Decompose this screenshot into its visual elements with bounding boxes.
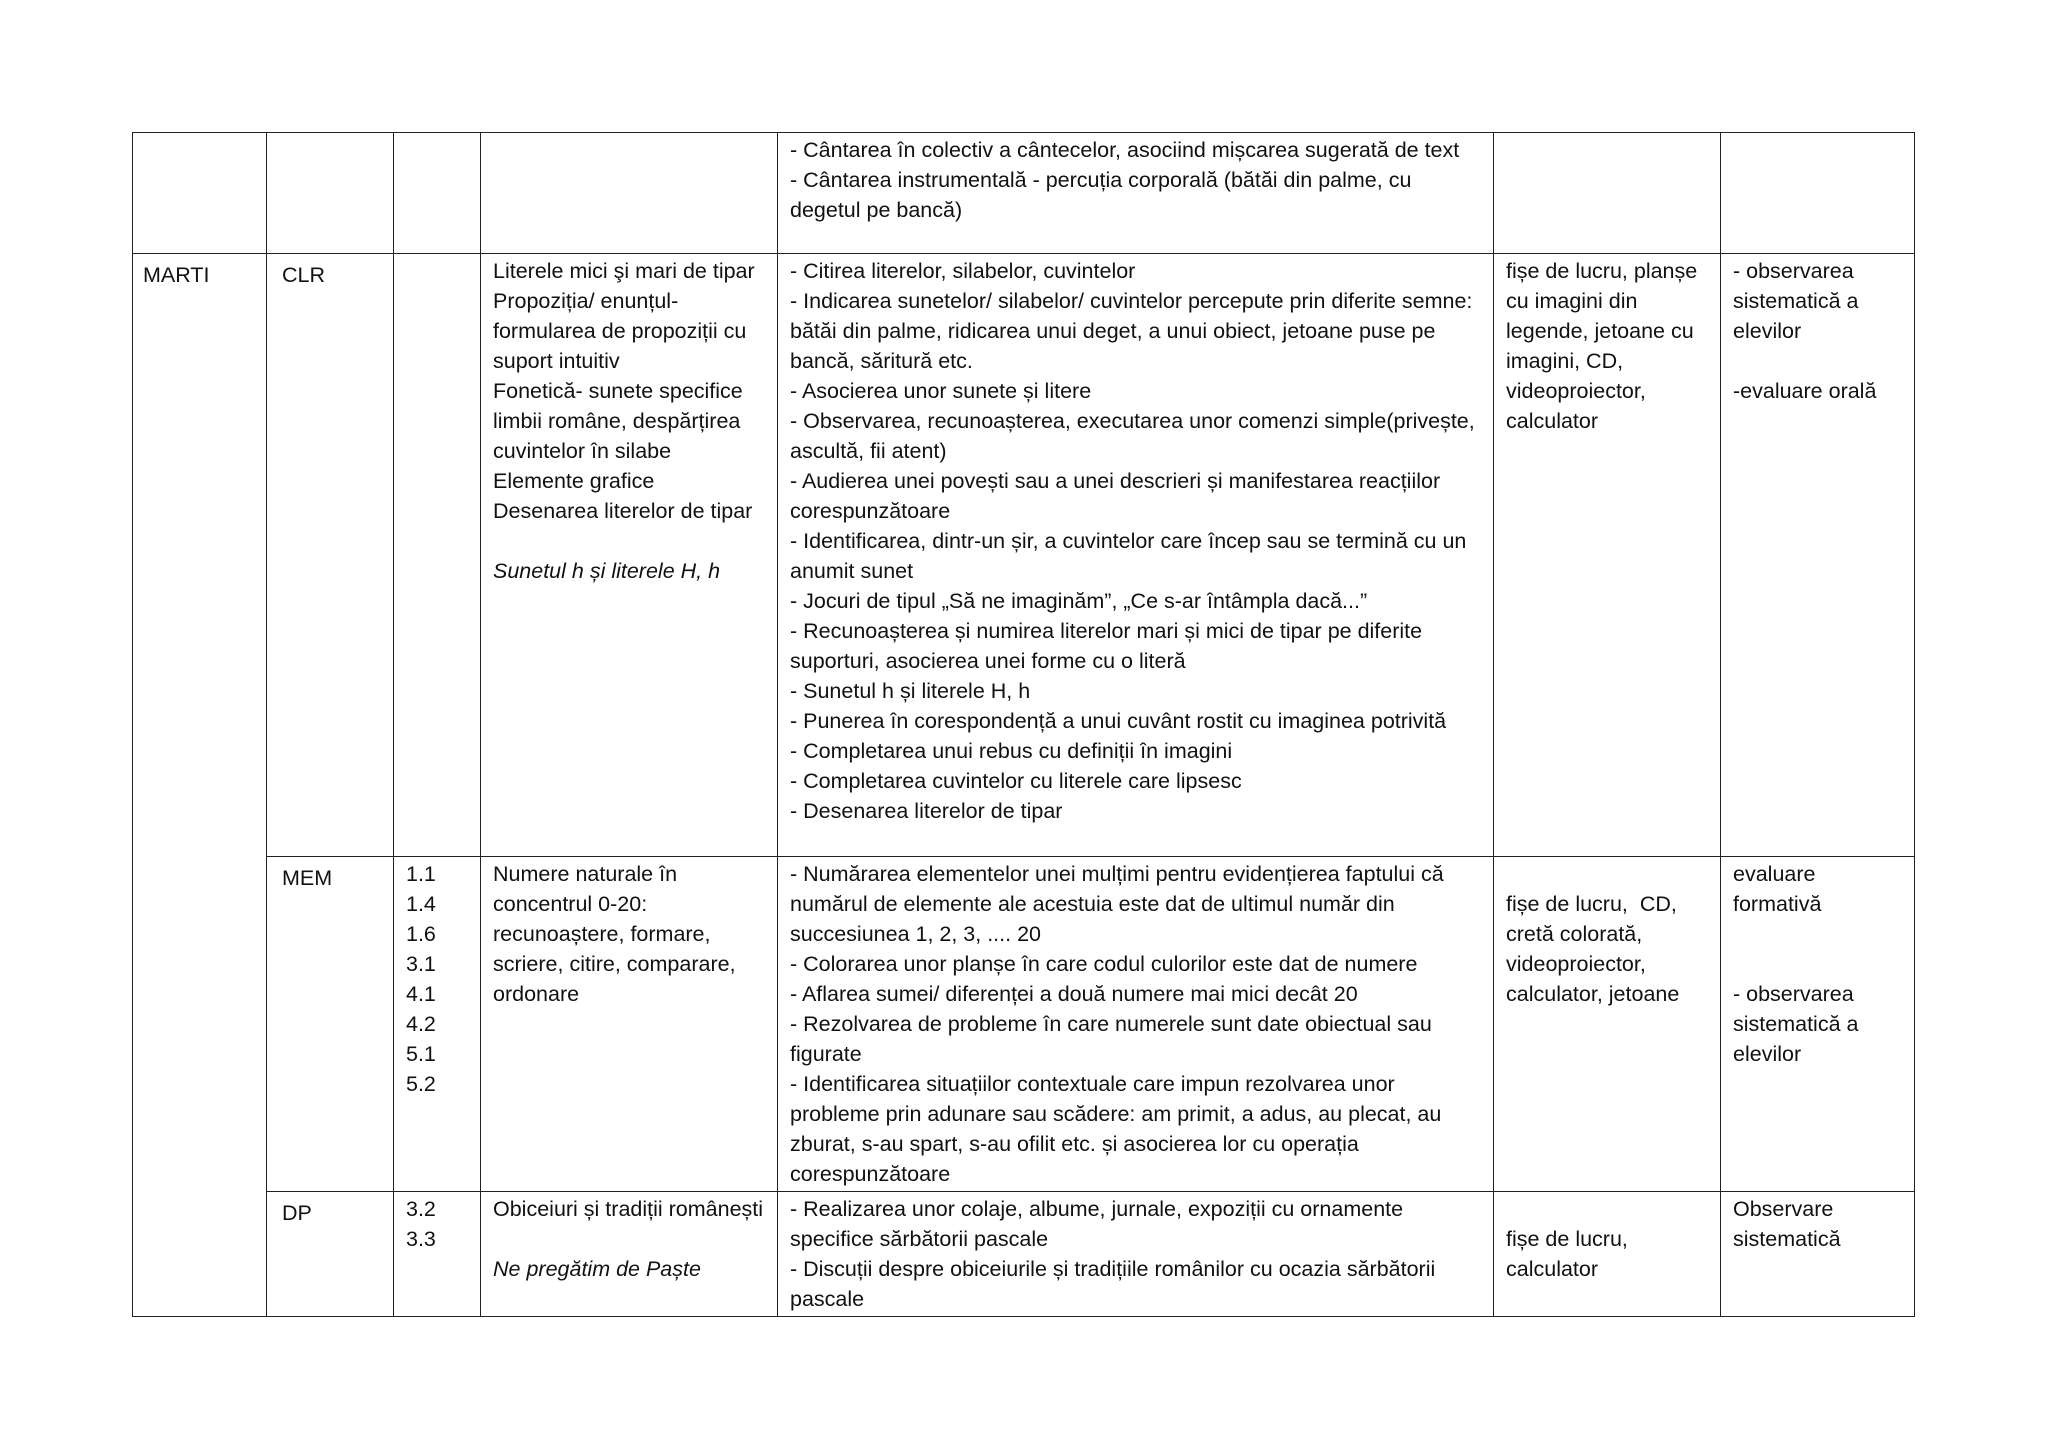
resources-cell <box>1494 254 1721 857</box>
competency-code: 4.2 <box>406 1012 436 1036</box>
evaluation-item: -evaluare orală <box>1733 379 1877 403</box>
activity-item: - Rezolvarea de probleme în care numerele sunt date obiectual sau figurate <box>790 1012 1438 1066</box>
content-cell <box>481 133 778 254</box>
table-row <box>133 1192 1915 1317</box>
competency-code: 5.2 <box>406 1072 436 1096</box>
subject-label: DP <box>282 1201 312 1225</box>
content-item: Numere naturale în concentrul 0-20: recunoaștere, formare, scriere, citire, comparare, ordonare <box>493 862 742 1006</box>
resources-text: fișe de lucru, calculator <box>1506 1227 1634 1281</box>
activity-item: - Colorarea unor planșe în care codul culorilor este dat de numere <box>790 952 1418 976</box>
table-row <box>133 133 1915 254</box>
subject-cell <box>267 857 394 1192</box>
activity-item: - Citirea literelor, silabelor, cuvintelor <box>790 259 1136 283</box>
evaluation-cell <box>1721 857 1915 1192</box>
activity-item: - Jocuri de tipul „Să ne imaginăm”, „Ce s-ar întâmpla dacă...” <box>790 589 1368 613</box>
activity-item: - Discuții despre obiceiurile și tradițiile românilor cu ocazia sărbătorii pascale <box>790 1257 1442 1311</box>
activity-item: - Sunetul h și literele H, h <box>790 679 1031 703</box>
day-cell <box>133 254 267 1317</box>
content-cell <box>481 254 778 857</box>
activity-item: - Asocierea unor sunete și litere <box>790 379 1092 403</box>
activity-item: - Identificarea situațiilor contextuale care impun rezolvarea unor probleme prin adunare sau scădere: am primit, a adus, au plecat, au zburat, s-au spart, s-au ofilit etc. și asocierea lor cu operația corespunzătoare <box>790 1072 1448 1186</box>
activity-item: - Identificarea, dintr-un șir, a cuvintelor care încep sau se termină cu un anumit sunet <box>790 529 1473 583</box>
evaluation-cell <box>1721 133 1915 254</box>
competency-code: 1.4 <box>406 892 436 916</box>
day-label: MARTI <box>143 263 210 287</box>
content-cell <box>481 857 778 1192</box>
activity-item: - Recunoașterea și numirea literelor mari și mici de tipar pe diferite suporturi, asocierea unei forme cu o literă <box>790 619 1429 673</box>
resources-text: fișe de lucru, planșe cu imagini din legende, jetoane cu imagini, CD, videoproiector, calculator <box>1506 259 1704 433</box>
evaluation-cell <box>1721 1192 1915 1317</box>
competency-code: 5.1 <box>406 1042 436 1066</box>
competency-code: 3.3 <box>406 1227 436 1251</box>
activity-item: - Numărarea elementelor unei mulțimi pentru evidențierea faptului că numărul de elemente ale acestuia este dat de ultimul număr din succesiunea 1, 2, 3, .... 20 <box>790 862 1450 946</box>
lesson-plan-table <box>132 132 1915 1317</box>
activity-item: - Completarea cuvintelor cu literele care lipsesc <box>790 769 1242 793</box>
resources-cell <box>1494 857 1721 1192</box>
resources-text: fișe de lucru, CD, cretă colorată, videoproiector, calculator, jetoane <box>1506 892 1683 1006</box>
table-row <box>133 254 1915 857</box>
activity-item: - Indicarea sunetelor/ silabelor/ cuvintelor percepute prin diferite semne: bătăi din palme, ridicarea unui deget, a unui obiect, jetoane puse pe bancă, săritură etc. <box>790 289 1479 373</box>
activity-item: - Punerea în corespondență a unui cuvânt rostit cu imaginea potrivită <box>790 709 1447 733</box>
activities-cell <box>778 857 1494 1192</box>
competency-code: 3.1 <box>406 952 436 976</box>
activity-item: - Aflarea sumei/ diferenței a două numere mai mici decât 20 <box>790 982 1358 1006</box>
activities-cell <box>778 1192 1494 1317</box>
competencies-cell <box>394 857 481 1192</box>
activity-item: - Observarea, recunoașterea, executarea unor comenzi simple(privește, ascultă, fii atent) <box>790 409 1481 463</box>
activity-item: - Completarea unui rebus cu definiții în imagini <box>790 739 1233 763</box>
content-item: Desenarea literelor de tipar <box>493 499 753 523</box>
table-row <box>133 857 1915 1192</box>
resources-cell <box>1494 1192 1721 1317</box>
evaluation-item: evaluare formativă <box>1733 862 1822 916</box>
subject-cell <box>267 254 394 857</box>
competencies-cell <box>394 254 481 857</box>
subject-label: CLR <box>282 263 326 287</box>
activity-item: - Cântarea în colectiv a cântecelor, asociind mișcarea sugerată de text <box>790 138 1460 162</box>
activities-cell <box>778 133 1494 254</box>
resources-cell <box>1494 133 1721 254</box>
content-item: Obiceiuri și tradiții românești <box>493 1197 764 1221</box>
content-cell <box>481 1192 778 1317</box>
content-item: Propoziția/ enunțul- formularea de propoziții cu suport intuitiv <box>493 289 753 373</box>
lesson-topic: Ne pregătim de Paște <box>493 1257 701 1281</box>
activities-cell <box>778 254 1494 857</box>
subject-label: MEM <box>282 866 333 890</box>
subject-cell <box>267 133 394 254</box>
content-item: Literele mici şi mari de tipar <box>493 259 755 283</box>
lesson-topic: Sunetul h și literele H, h <box>493 559 721 583</box>
activity-item: - Desenarea literelor de tipar <box>790 799 1063 823</box>
evaluation-item: Observare sistematică <box>1733 1197 1841 1251</box>
competencies-cell <box>394 1192 481 1317</box>
competency-code: 4.1 <box>406 982 436 1006</box>
activity-item: - Audierea unei povești sau a unei descrieri și manifestarea reacțiilor corespunzătoare <box>790 469 1447 523</box>
activity-item: - Cântarea instrumentală - percuția corporală (bătăi din palme, cu degetul pe bancă) <box>790 168 1418 222</box>
evaluation-item: - observarea sistematică a elevilor <box>1733 982 1865 1066</box>
content-item: Elemente grafice <box>493 469 655 493</box>
competencies-cell <box>394 133 481 254</box>
competency-code: 1.6 <box>406 922 436 946</box>
subject-cell <box>267 1192 394 1317</box>
content-item: Fonetică- sunete specifice limbii române, despărțirea cuvintelor în silabe <box>493 379 749 463</box>
activity-item: - Realizarea unor colaje, albume, jurnale, expoziții cu ornamente specifice sărbătorii pascale <box>790 1197 1410 1251</box>
competency-code: 3.2 <box>406 1197 436 1221</box>
evaluation-cell <box>1721 254 1915 857</box>
day-cell <box>133 133 267 254</box>
competency-code: 1.1 <box>406 862 436 886</box>
evaluation-item: - observarea sistematică a elevilor <box>1733 259 1865 343</box>
